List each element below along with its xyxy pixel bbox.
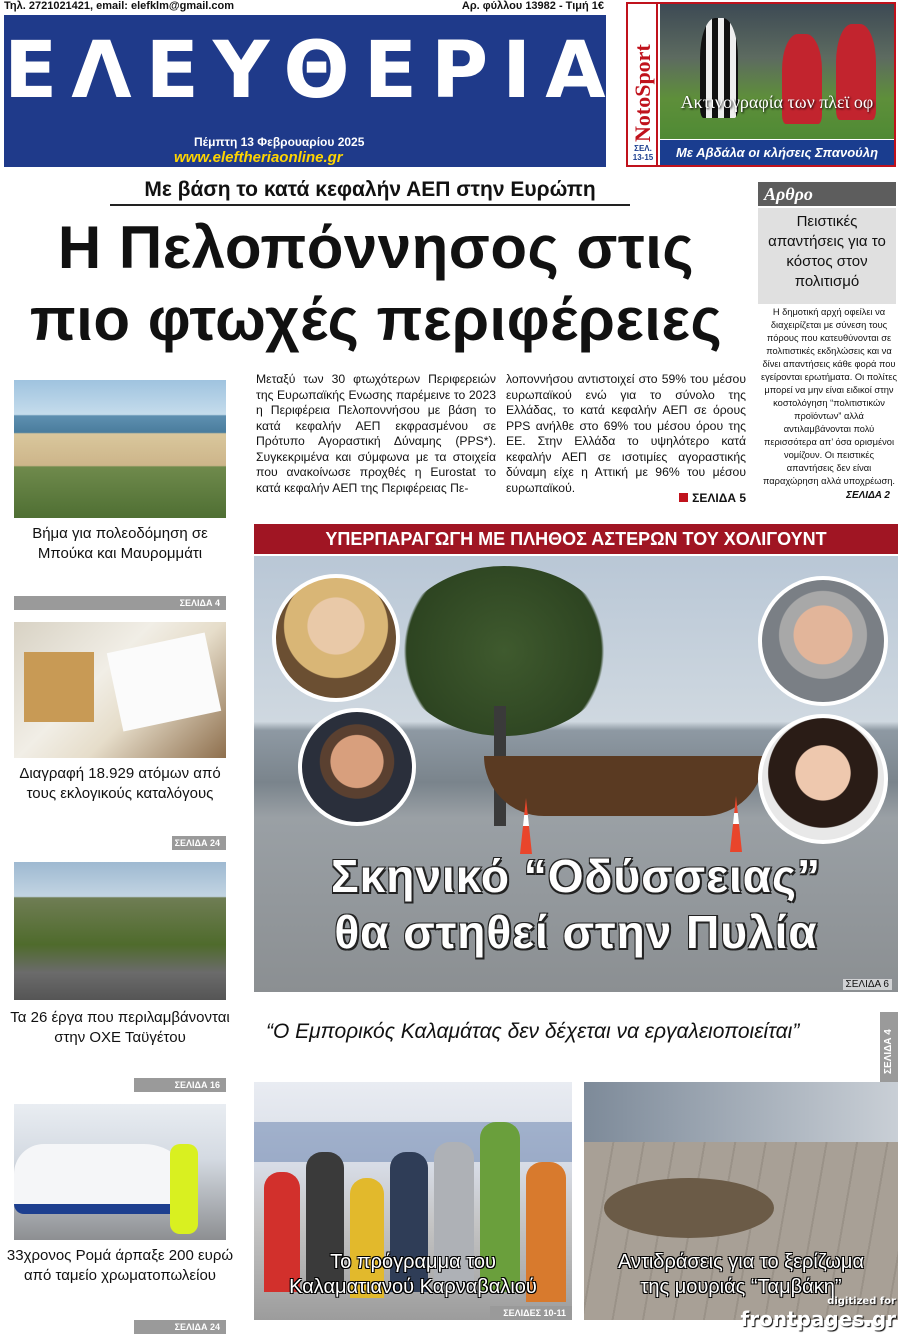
story-caption[interactable]: Βήμα για πολεοδόμηση σε Μπούκα και Μαυρομμάτι: [32, 525, 208, 562]
tree-removal-photo[interactable]: [584, 1082, 898, 1320]
feature-title: [254, 848, 898, 960]
article-headline[interactable]: Πειστικές απαντήσεις για το κόστος στον πολιτισμό: [758, 208, 896, 304]
watermark-site: frontpages.gr: [740, 1307, 896, 1331]
newspaper-title: ΕΛΕΥΘΕΡΙΑ: [4, 26, 620, 116]
feature-title-line: θα στηθεί στην Πυλία: [334, 906, 818, 958]
beach-photo: [14, 380, 226, 518]
sport-caption: Ακτινογραφία των πλεϊ οφ: [680, 92, 874, 112]
story-page-ref[interactable]: ΣΕΛΙΔΑ 24: [172, 836, 226, 850]
story-page-ref[interactable]: ΣΕΛΙΔΑ 24: [134, 1320, 226, 1334]
street-background: [584, 1082, 898, 1142]
watermark-line: digitized for: [827, 1296, 896, 1307]
article-page-ref[interactable]: ΣΕΛΙΔΑ 2: [846, 490, 890, 501]
lead-page-ref[interactable]: [616, 491, 746, 505]
carnival-page-ref[interactable]: ΣΕΛΙΔΕΣ 10-11: [490, 1306, 572, 1320]
portrait-actor-3: [758, 576, 888, 706]
sport-supplement[interactable]: [626, 2, 896, 167]
lead-headline-line: πιο φτωχές περιφέρειες: [29, 286, 723, 353]
feature-photo[interactable]: [254, 556, 898, 992]
quote-page-ref: ΣΕΛΙΔΑ 4: [883, 1029, 894, 1074]
top-info-bar: [4, 0, 604, 14]
portrait-actor-4: [758, 714, 888, 844]
ballot-box: [24, 652, 94, 722]
lead-kicker: Με βάση το κατά κεφαλήν ΑΕΠ στην Ευρώπη: [110, 178, 630, 206]
story-caption[interactable]: 33χρονος Ρομά άρπαξε 200 ευρώ από ταμείο χρωματοπωλείου: [6, 1247, 234, 1284]
portrait-actor-1: [272, 574, 400, 702]
tree-caption: [584, 1250, 898, 1300]
police-officer: [170, 1144, 198, 1234]
feature-page-ref[interactable]: ΣΕΛΙΔΑ 6: [843, 979, 892, 990]
lead-page-label: ΣΕΛΙΔΑ 5: [692, 491, 746, 505]
article-label: Αρθρο: [758, 182, 896, 206]
story-caption[interactable]: Διαγραφή 18.929 ατόμων από τους εκλογικούς καταλόγους: [19, 765, 221, 802]
website-link[interactable]: www.eleftheriaonline.gr: [174, 149, 343, 166]
police-car-photo: [14, 1104, 226, 1240]
carnival-caption-line: Το πρόγραμμα του: [330, 1251, 496, 1273]
story-caption[interactable]: Τα 26 έργα που περιλαμβάνονται στην ΟΧΕ Ταϋγέτου: [10, 1009, 230, 1046]
quote-page-tab[interactable]: [880, 1012, 898, 1082]
lead-headline[interactable]: [0, 212, 752, 356]
watermark: [741, 1297, 896, 1331]
sport-photo: [660, 4, 894, 139]
issue-date: Πέμπτη 13 Φεβρουαρίου 2025: [194, 135, 365, 149]
sport-brand-band: [628, 4, 658, 165]
portrait-actor-2: [298, 708, 416, 826]
sport-pages: ΣΕΛ. 13-15: [632, 144, 654, 162]
tree-caption-line: της μουριάς “Ταμβάκη”: [640, 1276, 842, 1298]
masthead[interactable]: [4, 15, 620, 167]
contact-info: Τηλ. 2721021421, email: elefklm@gmail.com: [4, 0, 235, 12]
story-page-ref[interactable]: ΣΕΛΙΔΑ 16: [134, 1078, 226, 1092]
sport-brand: NotoSport: [630, 44, 655, 142]
story-page-ref[interactable]: ΣΕΛΙΔΑ 4: [14, 596, 226, 610]
article-body: Η δημοτική αρχή οφείλει να διαχειρίζεται με σύνεση τους πόρους που κατευθύνονται σε πολιτιστικές εκδηλώσεις και να δίνει απαντήσεις κάθε φορά που εγείρονται ερωτήματα. Οι πολίτες μπορεί να μην είναι ειδικοί στην κοστολόγηση “πολιτιστικών προϊόντων” αλλά αντιλαμβάνονται πολύ περισσότερα απ’ όσα ορισμένοι νομίζουν. Οι πειστικές απαντήσεις δεν είναι παραχώρηση αλλά υποχρέωση.: [760, 307, 898, 486]
police-car: [14, 1144, 194, 1214]
lead-text-column: Μεταξύ των 30 φτωχότερων Περιφερειών της Ευρωπαϊκής Ενωσης παρέμεινε το 2023 η Περιφέρεια Πελοποννήσου με βάση το κατά κεφαλήν ΑΕΠ εκφρασμένου σε Πρότυπο Αγοραστική Δύναμης (PPS*). Συγκεκριμένα και σύμφωνα με τα στοιχεία που ανακοίνωσε προχθές η Eurostat το κατά κεφαλήν ΑΕΠ της Περιφέρειας Πε-: [256, 372, 496, 495]
quote-headline[interactable]: “Ο Εμπορικός Καλαμάτας δεν δέχεται να εργαλειοποιείται”: [266, 1020, 800, 1043]
ballot-papers: [107, 632, 221, 731]
carnival-caption: [254, 1250, 572, 1300]
carnival-photo[interactable]: [254, 1082, 572, 1320]
carnival-caption-line: Καλαματιανού Καρναβαλιού: [289, 1276, 537, 1298]
soil-patch: [604, 1178, 774, 1238]
ballots-photo: [14, 622, 226, 758]
sport-subheadline[interactable]: Με Αβδάλα οι κλήσεις Σπανούλη: [660, 140, 894, 165]
lead-text-column: λοποννήσου αντιστοιχεί στο 59% του μέσου ευρωπαϊκού ενώ για το σύνολο της Ελλάδας, το κατά κεφαλήν ΑΕΠ σε όρους PPS ανήλθε στο 69% του μέσου όρου της ΕΕ. Στην Ελλάδα το υψηλότερο κατά κεφαλήν ΑΕΠ σε ισοτιμίες αγοραστικής δύναμη είχε η Αττική με 96% του μέσου ευρωπαϊκού.: [506, 372, 746, 495]
lead-headline-line: Η Πελοπόννησος στις: [57, 214, 695, 281]
mountain-road-photo: [14, 862, 226, 1000]
feature-title-line: Σκηνικό “Οδύσσειας”: [331, 850, 821, 902]
square-bullet-icon: [679, 493, 688, 502]
feature-banner: ΥΠΕΡΠΑΡΑΓΩΓΗ ΜΕ ΠΛΗΘΟΣ ΑΣΤΕΡΩΝ ΤΟΥ ΧΟΛΙΓΟΥΝΤ: [254, 524, 898, 554]
issue-price: Αρ. φύλλου 13982 - Τιμή 1€: [461, 0, 604, 12]
tree-caption-line: Αντιδράσεις για το ξερίζωμα: [617, 1251, 865, 1273]
